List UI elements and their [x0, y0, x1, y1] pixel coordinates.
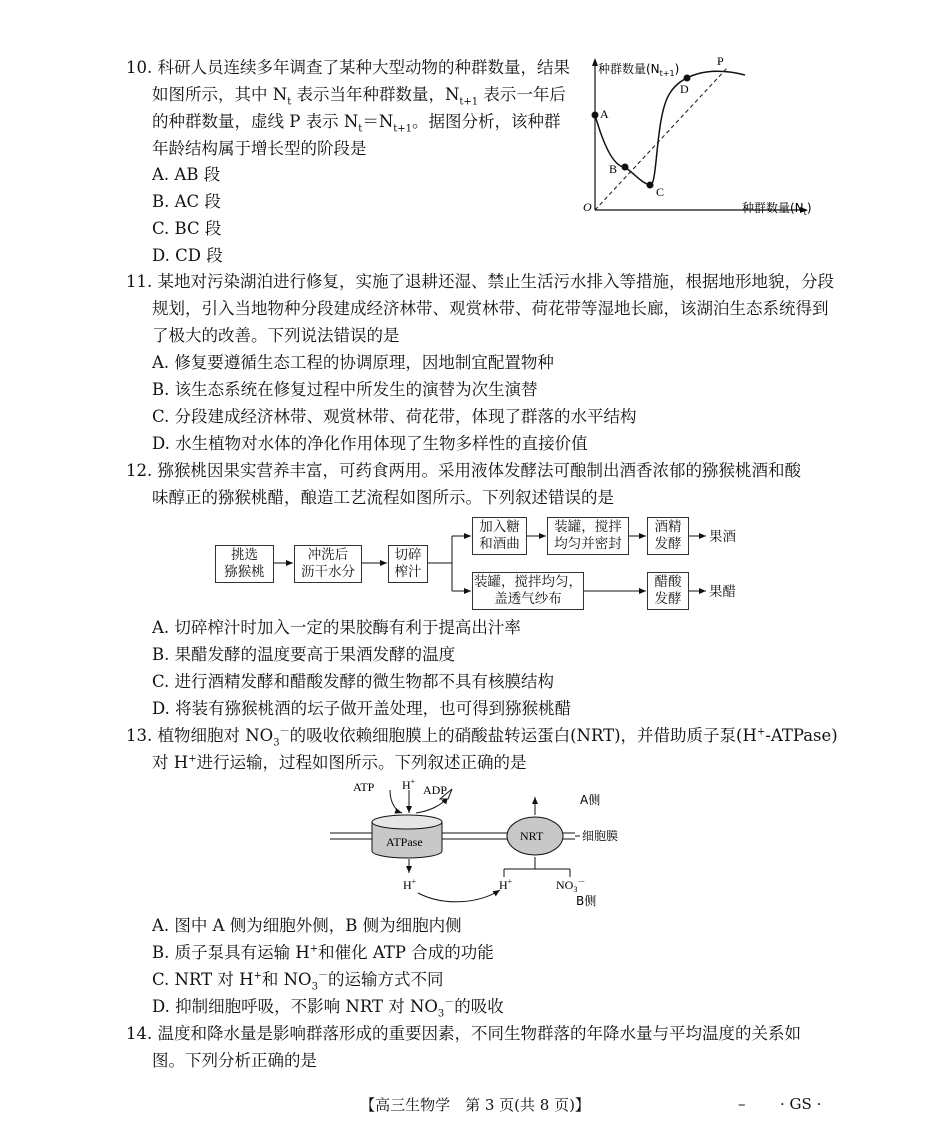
a-side-label: A侧 [580, 793, 601, 807]
q12-line2: 味醇正的猕猴桃醋，酿造工艺流程如图所示。下列叙述错误的是 [152, 488, 614, 507]
q12-option-d: D. 将装有猕猴桃酒的坛子做开盖处理，也可得到猕猴桃醋 [152, 699, 572, 718]
q12-option-b: B. 果醋发酵的温度要高于果酒发酵的温度 [152, 645, 456, 664]
flow-box-gauze: 装罐，搅拌均匀， 盖透气纱布 [472, 572, 584, 610]
y-axis-label: 种群数量$(N_{t+1})$ [598, 62, 680, 78]
q13-option-a: A. 图中 A 侧为细胞外侧，B 侧为细胞内侧 [152, 916, 462, 935]
q10-option-b: B. AC 段 [152, 192, 221, 211]
adp-label: ADP [423, 783, 448, 797]
flow-box-juice: 切碎 榨汁 [388, 545, 428, 583]
q10-line4: 年龄结构属于增长型的阶段是 [152, 139, 367, 158]
flow-box-sugar: 加入糖 和酒曲 [472, 517, 527, 555]
flow-box-select: 挑选 猕猴桃 [215, 545, 274, 583]
flow-box-wash: 冲洗后 沥干水分 [294, 545, 362, 583]
q10-option-a: A. AB 段 [152, 165, 221, 184]
q11-option-d: D. 水生植物对水体的净化作用体现了生物多样性的直接价值 [152, 434, 588, 453]
q12-option-a: A. 切碎榨汁时加入一定的果胶酶有利于提高出汁率 [152, 618, 521, 637]
atpase-label: ATPase [386, 835, 423, 849]
q12-option-c: C. 进行酒精发酵和醋酸发酵的微生物都不具有核膜结构 [152, 672, 555, 691]
x-axis-label: 种群数量$(N_t)$ [742, 201, 812, 217]
q11-line3: 了极大的改善。下列说法错误的是 [152, 326, 400, 345]
no3-label: $NO_3^-$ [556, 877, 586, 894]
flow-box-alcohol: 酒精 发酵 [647, 517, 689, 555]
label-a: A [600, 107, 609, 121]
q11-option-a: A. 修复要遵循生态工程的协调原理，因地制宜配置物种 [152, 353, 554, 372]
membrane-label: 细胞膜 [582, 829, 619, 843]
h-top-label: H+ [402, 777, 416, 792]
q13-line2: 对 H+进行运输，过程如图所示。下列叙述正确的是 [152, 753, 527, 772]
label-b: B [609, 162, 618, 176]
flow-output-wine: 果酒 [709, 529, 736, 545]
h-bottom-right: H+ [499, 877, 513, 892]
q10-line1: 10. 科研人员连续多年调查了某种大型动物的种群数量，结果 [126, 58, 570, 77]
q13-option-b: B. 质子泵具有运输 H+和催化 ATP 合成的功能 [152, 943, 494, 962]
q10-option-d: D. CD 段 [152, 246, 223, 265]
atpase-top [372, 815, 442, 829]
b-side-label: B侧 [576, 894, 597, 908]
q10-line3: 的种群数量，虚线 P 表示 $N_t=N_{t+1}$。据图分析，该种群 [152, 112, 561, 135]
q11-line1: 11. 某地对污染湖泊进行修复，实施了退耕还湿、禁止生活污水排入等措施，根据地形地貌，分段 [126, 272, 834, 291]
atp-label: ATP [353, 780, 375, 794]
h-bottom-left: H+ [403, 877, 417, 892]
label-p: P [717, 54, 724, 68]
q14-line1: 14. 温度和降水量是影响群落形成的重要因素，不同生物群落的年降水量与平均温度的关系如 [126, 1024, 801, 1043]
page-footer: 【高三生物学 第 3 页(共 8 页)】 [360, 1096, 590, 1114]
q11-option-b: B. 该生态系统在修复过程中所发生的演替为次生演替 [152, 380, 538, 399]
origin-label: O [583, 200, 592, 214]
q10-line2: 如图所示，其中 $N_t$ 表示当年种群数量，$N_{t+1}$ 表示一年后 [152, 85, 566, 108]
nrt-label: NRT [520, 829, 544, 843]
q13-membrane-diagram [330, 775, 630, 910]
footer-dash: – [738, 1095, 746, 1113]
flow-output-vinegar: 果醋 [709, 584, 736, 600]
flow-box-acetic: 醋酸 发酵 [647, 572, 689, 610]
q11-option-c: C. 分段建成经济林带、观赏林带、荷花带，体现了群落的水平结构 [152, 407, 637, 426]
label-d: D [680, 82, 689, 96]
flow-box-seal: 装罐，搅拌 均匀并密封 [547, 517, 629, 555]
q12-line1: 12. 猕猴桃因果实营养丰富，可药食两用。采用液体发酵法可酿制出酒香浓郁的猕猴桃酒和酸 [126, 461, 801, 480]
q13-option-c: C. NRT 对 H+和 $NO_3^-$的运输方式不同 [152, 970, 444, 993]
label-c: C [656, 185, 665, 199]
q13-option-d: D. 抑制细胞呼吸，不影响 NRT 对 $NO_3^-$的吸收 [152, 997, 504, 1020]
q14-line2: 图。下列分析正确的是 [152, 1051, 317, 1070]
footer-code: · GS · [780, 1095, 822, 1113]
q13-line1: 13. 植物细胞对 $NO_3^-$的吸收依赖细胞膜上的硝酸盐转运蛋白(NRT)，并借助质子泵(H+-ATPase) [126, 726, 838, 749]
q11-line2: 规划，引入当地物种分段建成经济林带、观赏林带、荷花带等湿地长廊，该湖泊生态系统得到 [152, 299, 829, 318]
q10-option-c: C. BC 段 [152, 219, 222, 238]
